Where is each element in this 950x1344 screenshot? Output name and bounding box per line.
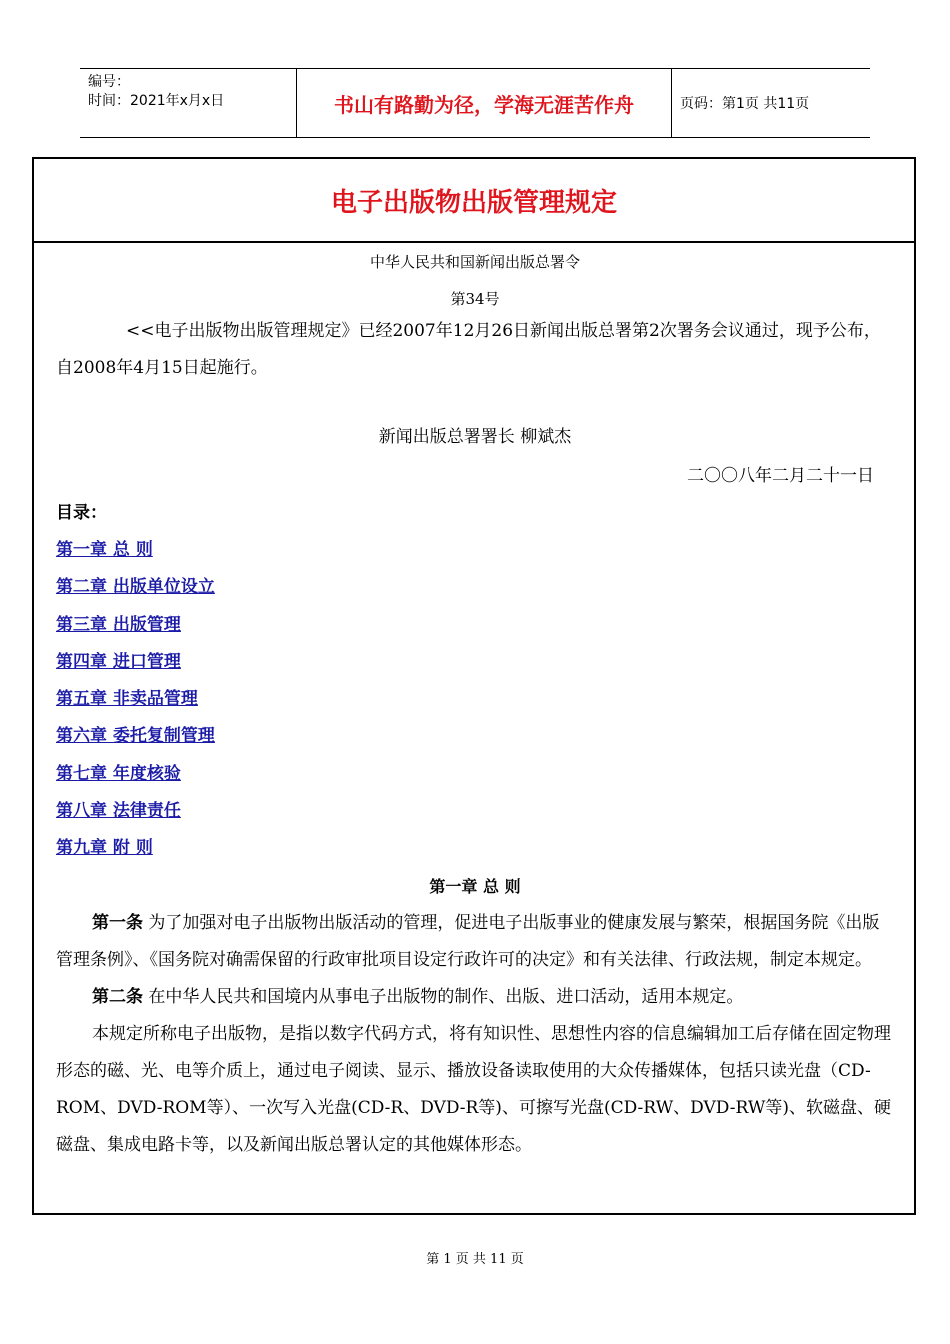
toc-link-chapter-7[interactable]: 第七章 年度核验 xyxy=(56,763,181,784)
toc-link-chapter-4[interactable]: 第四章 进口管理 xyxy=(56,651,181,672)
signatory: 新闻出版总署署长 柳斌杰 xyxy=(378,427,572,447)
article-1-label: 第一条 xyxy=(92,912,143,933)
toc-link-chapter-1[interactable]: 第一章 总 则 xyxy=(56,540,153,560)
toc-label: 目录： xyxy=(56,503,107,523)
header-page-info: 页码：第1页 共11页 xyxy=(680,96,810,112)
article-1-text: 为了加强对电子出版物出版活动的管理，促进电子出版事业的健康发展与繁荣，根据国务院《出版管理条例》、《国务院对确需保留的行政审批项目设定行政许可的决定》和有关法律、行政法规，制定本规定。 xyxy=(56,912,880,970)
toc-link-chapter-3[interactable]: 第三章 出版管理 xyxy=(56,614,181,635)
header-number: 编号： xyxy=(88,74,130,90)
article-2-text: 在中华人民共和国境内从事电子出版物的制作、出版、进口活动，适用本规定。 xyxy=(148,986,744,1007)
definition-paragraph: 本规定所称电子出版物，是指以数字代码方式，将有知识性、思想性内容的信息编辑加工后存储在固定物理形态的磁、光、电等介质上，通过电子阅读、显示、播放设备读取使用的大众传播媒体，包括只读光盘（CD-ROM、DVD-ROM等）、一次写入光盘(CD-R、DVD-R等)、可擦写光盘(CD-RW、DVD-RW等)、软磁盘、硬磁盘、集成电路卡等，以及新闻出版总署认定的其他媒体形态。 xyxy=(56,1023,891,1155)
header-time: 时间：2021年x月x日 xyxy=(88,93,225,109)
toc-link-chapter-9[interactable]: 第九章 附 则 xyxy=(56,838,153,859)
article-1 xyxy=(56,905,894,979)
document-frame xyxy=(32,157,916,1215)
page-footer: 第 1 页 共 11 页 xyxy=(426,1252,524,1267)
order-number: 第34号 xyxy=(450,290,500,308)
title-box xyxy=(34,159,914,243)
document-title: 电子出版物出版管理规定 xyxy=(330,187,617,218)
issuer-line: 中华人民共和国新闻出版总署令 xyxy=(369,253,580,271)
article-2-label: 第二条 xyxy=(92,986,143,1007)
table-of-contents xyxy=(56,532,894,868)
page-header xyxy=(80,68,870,138)
header-motto: 书山有路勤为径，学海无涯苦作舟 xyxy=(334,92,634,117)
promulgation-text: <<电子出版物出版管理规定》已经2007年12月26日新闻出版总署第2次署务会议通过，现予公布，自2008年4月15日起施行。 xyxy=(56,321,881,378)
header-meta xyxy=(80,69,297,137)
toc-link-chapter-8[interactable]: 第八章 法律责任 xyxy=(56,801,181,822)
toc-link-chapter-5[interactable]: 第五章 非卖品管理 xyxy=(56,689,198,710)
document-body xyxy=(56,249,894,1164)
issue-date: 二〇〇八年二月二十一日 xyxy=(687,466,874,486)
toc-link-chapter-2[interactable]: 第二章 出版单位设立 xyxy=(56,577,215,598)
toc-link-chapter-6[interactable]: 第六章 委托复制管理 xyxy=(56,726,215,747)
chapter-1-heading: 第一章 总 则 xyxy=(429,876,521,896)
article-2 xyxy=(56,979,894,1016)
header-motto-cell xyxy=(297,69,672,137)
